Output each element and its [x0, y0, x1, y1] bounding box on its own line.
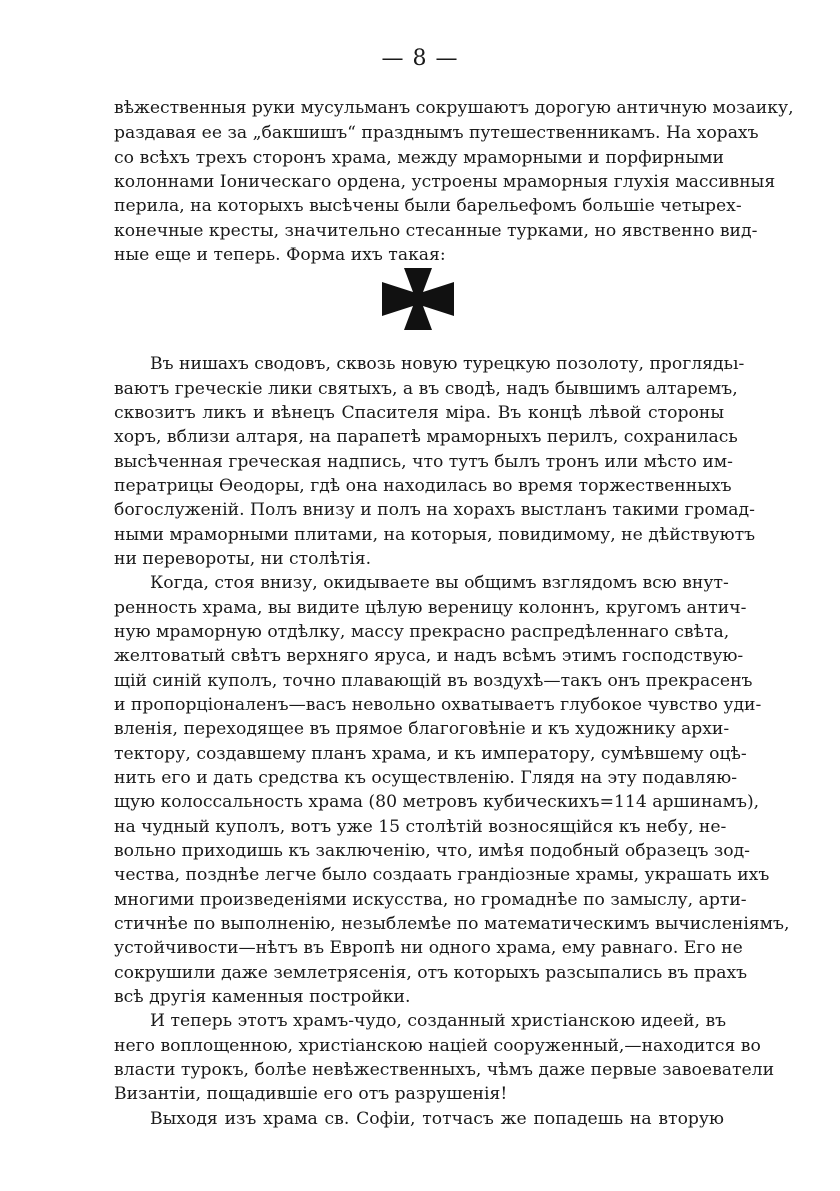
text-line: чества, позднѣе легче было создаать грандіозные храмы, украшать ихъ: [114, 865, 770, 885]
text-line: нить его и дать средства къ осуществленію. Глядя на эту подавляю-: [114, 768, 738, 788]
text-line: многими произведеніями искусства, но громаднѣе по замыслу, арти-: [114, 890, 747, 910]
text-line: щій синій куполъ, точно плавающій въ воздухѣ—такъ онъ прекрасенъ: [114, 671, 753, 691]
text-line: богослуженій. Полъ внизу и полъ на хорахъ выстланъ такими громад-: [114, 500, 755, 520]
text-line: стичнѣе по выполненію, незыблемѣе по математическимъ вычисленіямъ,: [114, 914, 790, 934]
text-line: Выходя изъ храма св. Софіи, тотчасъ же попадешь на вторую: [150, 1109, 724, 1129]
text-line: раздавая ее за „бакшишъ“ празднымъ путешественникамъ. На хорахъ: [114, 123, 759, 143]
text-line: щую колоссальность храма (80 метровъ кубическихъ=114 аршинамъ),: [114, 792, 760, 812]
page-number: — 8 —: [381, 46, 459, 71]
text-line: ными мраморными плитами, на которыя, повидимому, не дѣйствуютъ: [114, 525, 756, 545]
text-line: высѣченная греческая надпись, что тутъ былъ тронъ или мѣсто им-: [114, 452, 733, 472]
text-line: ни перевороты, ни столѣтія.: [114, 549, 372, 569]
text-line: колоннами Іоническаго ордена, устроены мраморныя глухія массивныя: [114, 172, 776, 192]
text-line: сокрушили даже землетрясенія, отъ которыхъ разсыпались въ прахъ: [114, 963, 748, 983]
text-line: со всѣхъ трехъ сторонъ храма, между мраморными и порфирными: [114, 148, 724, 168]
text-line: и пропорціоналенъ—васъ невольно охватываетъ глубокое чувство уди-: [114, 695, 762, 715]
text-line: ные еще и теперь. Форма ихъ такая:: [114, 245, 446, 265]
text-line: тектору, создавшему планъ храма, и къ императору, сумѣвшему оцѣ-: [114, 744, 747, 764]
text-line: всѣ другія каменныя постройки.: [114, 987, 411, 1007]
text-line: Византіи, пощадившіе его отъ разрушенія!: [114, 1084, 508, 1104]
text-line: вѣжественныя руки мусульманъ сокрушаютъ дорогую античную мозаику,: [114, 98, 794, 118]
text-line: ператрицы Ѳеодоры, гдѣ она находилась во время торжественныхъ: [114, 476, 732, 496]
text-line: него воплощенною, христіанскою націей сооруженный,—находится во: [114, 1036, 761, 1056]
text-line: ваютъ греческіе лики святыхъ, а въ сводѣ, надъ бывшимъ алтаремъ,: [114, 379, 738, 399]
text-line: вольно приходишь къ заключенію, что, имѣя подобный образецъ зод-: [114, 841, 750, 861]
text-line: И теперь этотъ храмъ-чудо, созданный христіанскою идеей, въ: [150, 1011, 727, 1031]
text-line: сквозитъ ликъ и вѣнецъ Спасителя міра. Въ концѣ лѣвой стороны: [114, 403, 724, 423]
text-line: конечные кресты, значительно стесанные турками, но явственно вид-: [114, 221, 758, 241]
text-line: ренность храма, вы видите цѣлую вереницу колоннъ, кругомъ антич-: [114, 598, 747, 618]
text-line: желтоватый свѣтъ верхняго яруса, и надъ всѣмъ этимъ господствую-: [114, 646, 744, 666]
text-line: Въ нишахъ сводовъ, сквозь новую турецкую позолоту, проглядьı-: [150, 354, 745, 374]
text-line: Когда, стоя внизу, окидываете вы общимъ взглядомъ всю внут-: [150, 573, 729, 593]
text-line: хоръ, вблизи алтаря, на парапетѣ мраморныхъ перилъ, сохранилась: [114, 427, 738, 447]
cross-pattee-figure: [382, 268, 454, 330]
text-line: перила, на которыхъ высѣчены были барельефомъ большіе четырех-: [114, 196, 742, 216]
text-line: на чудный куполъ, вотъ уже 15 столѣтій возносящійся къ небу, не-: [114, 817, 727, 837]
text-line: ную мраморную отдѣлку, массу прекрасно распредѣленнаго свѣта,: [114, 622, 730, 642]
text-line: вленія, переходящее въ прямое благоговѣніе и къ художнику архи-: [114, 719, 730, 739]
text-line: устойчивости—нѣтъ въ Европѣ ни одного храма, ему равнаго. Его не: [114, 938, 743, 958]
text-line: власти турокъ, болѣе невѣжественныхъ, чѣмъ даже первые завоеватели: [114, 1060, 775, 1080]
